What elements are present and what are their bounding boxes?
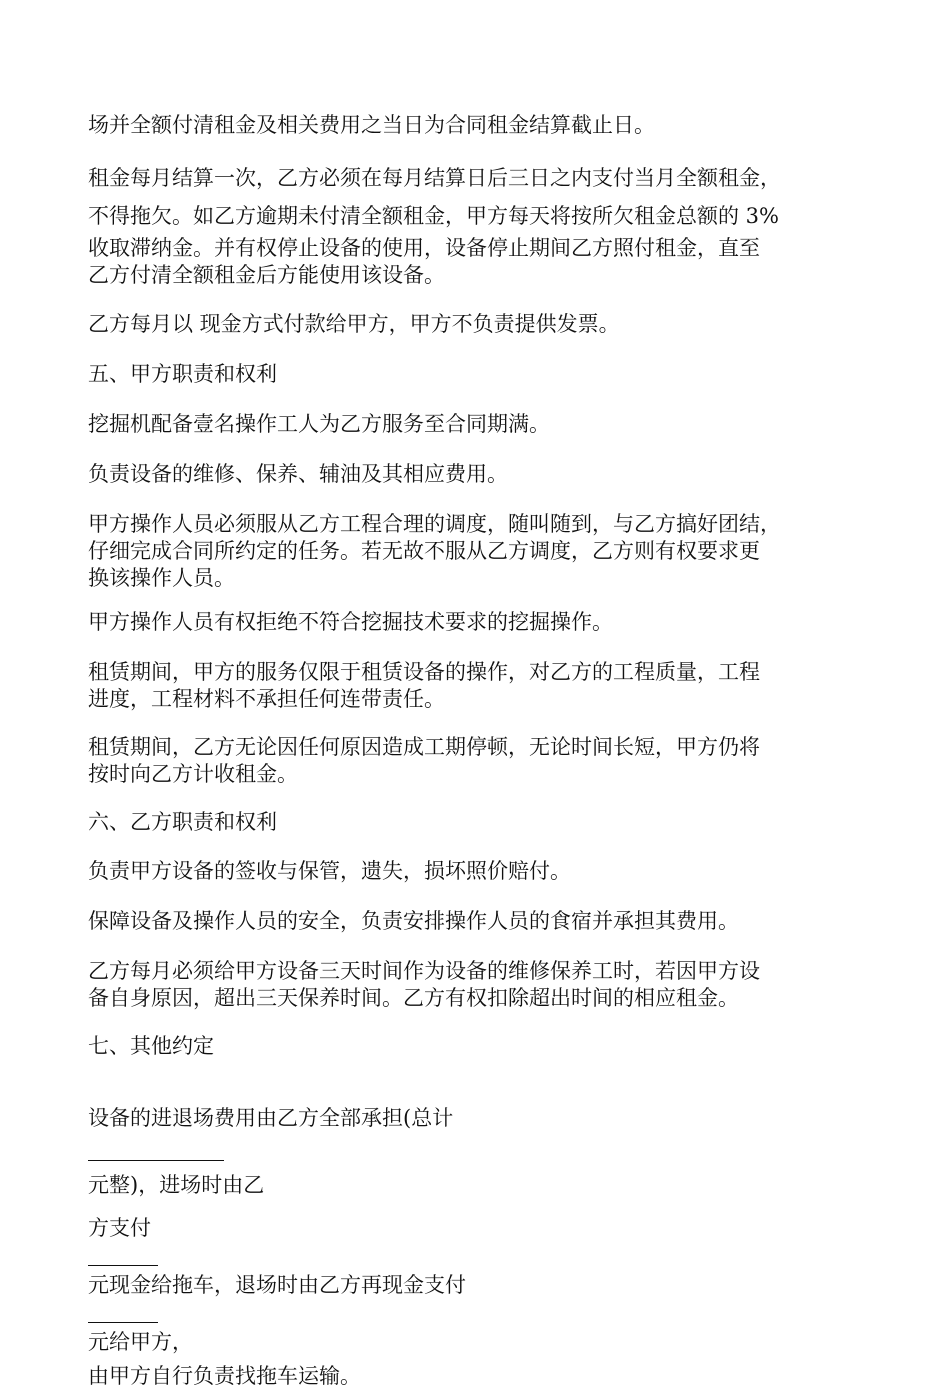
paragraph-payment-method: 乙方每月以 现金方式付款给甲方，甲方不负责提供发票。 — [88, 312, 620, 336]
paragraph-custody: 负责甲方设备的签收与保管，遗失，损坏照价赔付。 — [88, 859, 571, 883]
section-heading-6: 六、乙方职责和权利 — [88, 810, 277, 834]
blank-entry-cash — [88, 1247, 158, 1266]
paragraph-operator-refusal: 甲方操作人员有权拒绝不符合挖掘技术要求的挖掘操作。 — [88, 610, 613, 634]
paragraph-operator-obedience: 甲方操作人员必须服从乙方工程合理的调度，随叫随到，与乙方搞好团结， 仔细完成合同所约定的任务。若无故不服从乙方调度，乙方则有权要求更 换该操作人员。 — [88, 512, 781, 590]
paragraph-safety: 保障设备及操作人员的安全，负责安排操作人员的食宿并承担其费用。 — [88, 909, 739, 933]
section-heading-5: 五、甲方职责和权利 — [88, 362, 277, 386]
paragraph-transport-fees: 设备的进退场费用由乙方全部承担(总计 元整)，进场时由乙 方支付 元现金给拖车，退场时由乙方再现金支付 元给甲方， 由甲方自行负责找拖车运输。 — [88, 1106, 466, 1388]
section-heading-7: 七、其他约定 — [88, 1034, 214, 1058]
blank-total-amount — [88, 1142, 224, 1161]
paragraph-monthly-settlement: 租金每月结算一次，乙方必须在每月结算日后三日之内支付当月全额租金， 不得拖欠。如乙方逾期未付清全额租金，甲方每天将按所欠租金总额的 3% 收取滞纳金。并有权停止设备的使用，设备停止期间乙方照付租金，直至 乙方付清全额租金后方能使用该设备。 — [88, 166, 781, 287]
paragraph-service-scope: 租赁期间，甲方的服务仅限于租赁设备的操作，对乙方的工程质量，工程 进度，工程材料不承担任何连带责任。 — [88, 660, 760, 711]
paragraph-operator-staffing: 挖掘机配备壹名操作工人为乙方服务至合同期满。 — [88, 412, 550, 436]
paragraph-settlement-date: 场并全额付清租金及相关费用之当日为合同租金结算截止日。 — [88, 113, 655, 137]
paragraph-work-stoppage: 租赁期间，乙方无论因任何原因造成工期停顿，无论时间长短，甲方仍将 按时向乙方计收租金。 — [88, 735, 760, 786]
blank-exit-cash — [88, 1304, 158, 1323]
paragraph-maintenance-days: 乙方每月必须给甲方设备三天时间作为设备的维修保养工时，若因甲方设 备自身原因，超出三天保养时间。乙方有权扣除超出时间的相应租金。 — [88, 959, 760, 1010]
paragraph-maintenance: 负责设备的维修、保养、辅油及其相应费用。 — [88, 462, 508, 486]
